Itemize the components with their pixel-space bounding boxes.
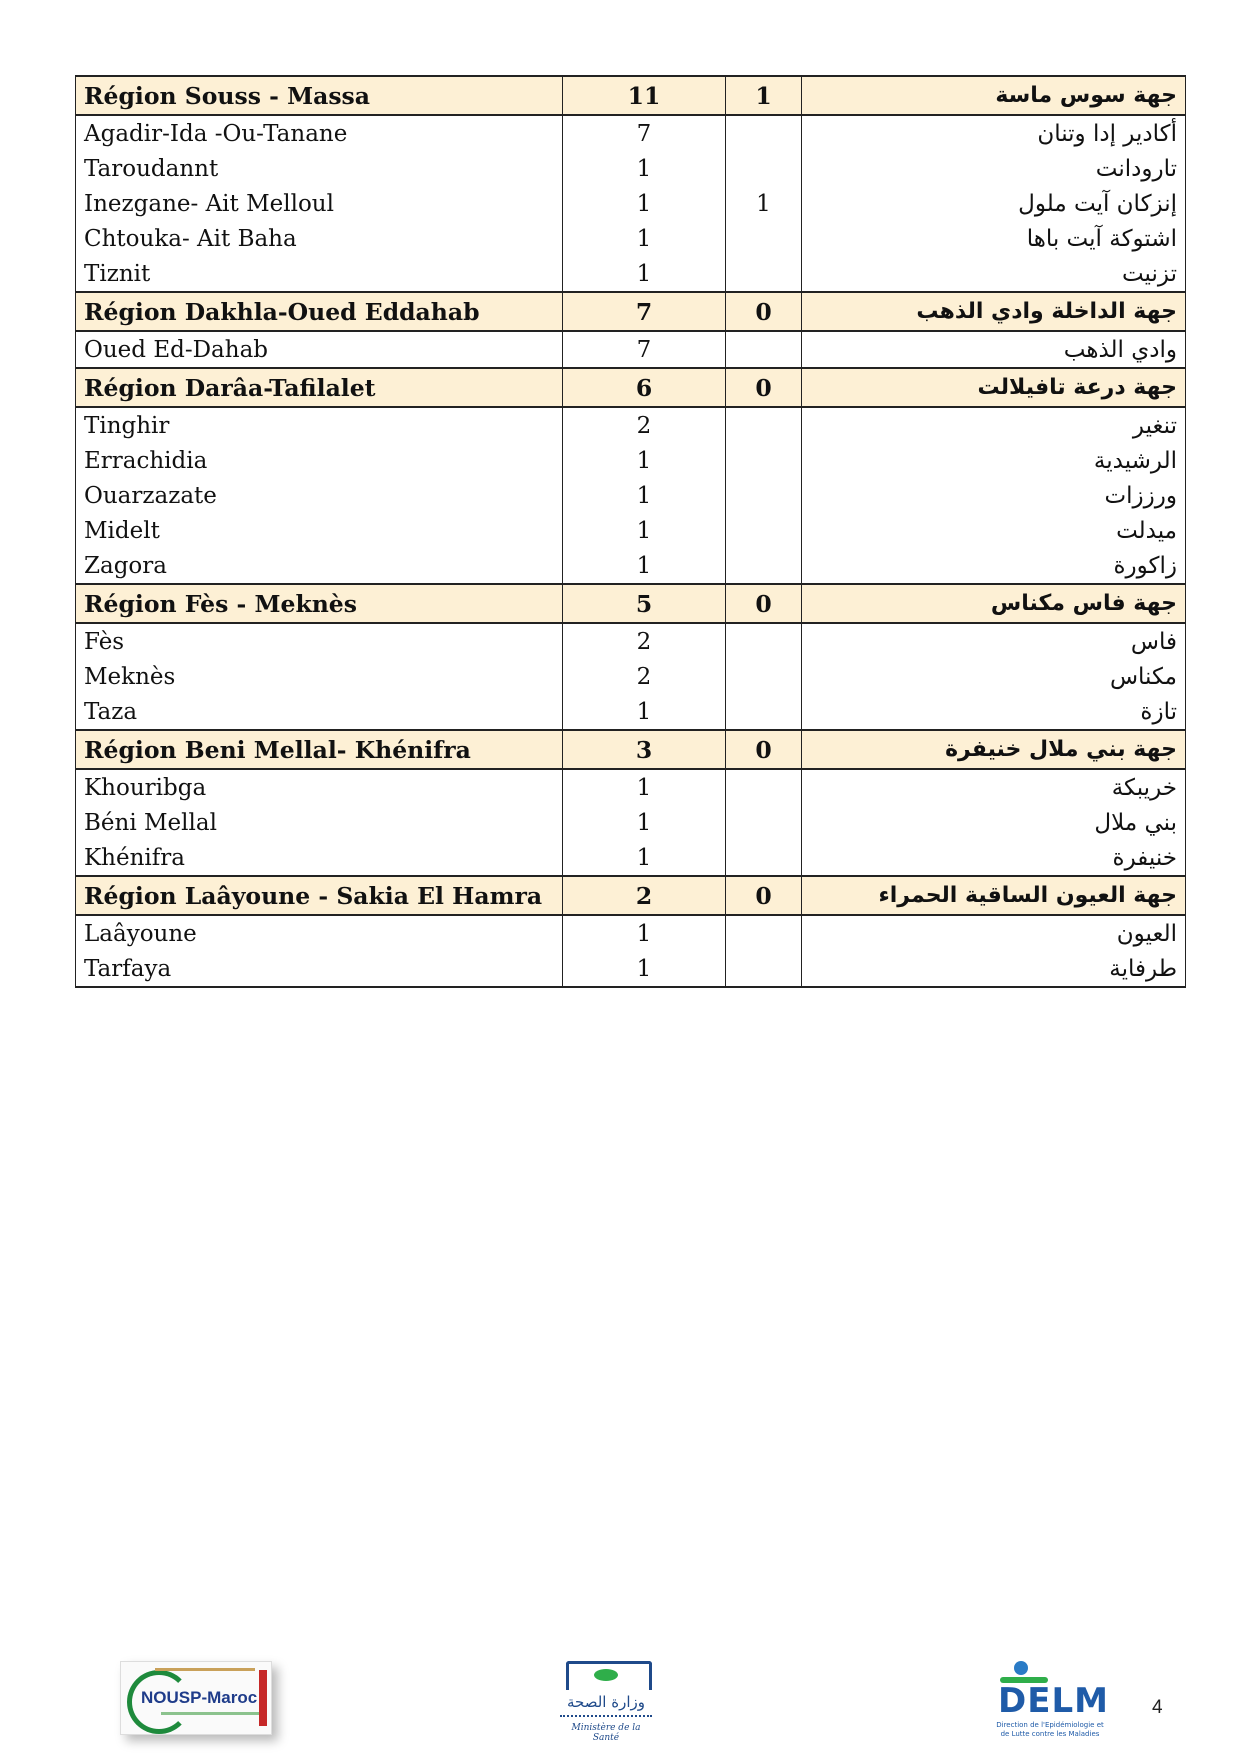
province-new-cases	[726, 659, 802, 694]
province-row	[76, 151, 1186, 186]
province-name-fr: Chtouka- Ait Baha	[76, 221, 563, 256]
province-name-ar: ميدلت	[802, 513, 1186, 548]
province-row	[76, 331, 1186, 368]
province-row	[76, 407, 1186, 443]
province-name-fr: Taza	[76, 694, 563, 730]
region-total-cases: 7	[563, 292, 726, 331]
province-name-ar: تارودانت	[802, 151, 1186, 186]
region-new-cases: 0	[726, 730, 802, 769]
province-new-cases	[726, 443, 802, 478]
ministry-name-fr: Ministère de la Santé	[571, 1723, 641, 1743]
province-new-cases	[726, 840, 802, 876]
region-name-ar: جهة الداخلة وادي الذهب	[802, 292, 1186, 331]
region-name-ar: جهة بني ملال خنيفرة	[802, 730, 1186, 769]
province-cases: 1	[563, 694, 726, 730]
province-name-ar: خريبكة	[802, 769, 1186, 805]
logo-decoration	[259, 1670, 267, 1726]
province-cases: 7	[563, 115, 726, 151]
region-new-cases: 0	[726, 368, 802, 407]
province-name-ar: بني ملال	[802, 805, 1186, 840]
nousp-maroc-logo	[120, 1661, 272, 1735]
region-header-row	[76, 584, 1186, 623]
province-cases: 2	[563, 407, 726, 443]
delm-logo	[986, 1659, 1109, 1745]
province-name-fr: Oued Ed-Dahab	[76, 331, 563, 368]
delm-logo-text: DELM	[998, 1681, 1109, 1721]
region-header-row	[76, 292, 1186, 331]
province-name-ar: فاس	[802, 623, 1186, 659]
region-new-cases: 1	[726, 76, 802, 115]
province-name-fr: Ouarzazate	[76, 478, 563, 513]
province-new-cases	[726, 478, 802, 513]
province-name-ar: تازة	[802, 694, 1186, 730]
province-name-ar: تزنيت	[802, 256, 1186, 292]
province-new-cases	[726, 548, 802, 584]
province-name-ar: وادي الذهب	[802, 331, 1186, 368]
province-cases: 2	[563, 623, 726, 659]
province-cases: 1	[563, 151, 726, 186]
province-name-fr: Khénifra	[76, 840, 563, 876]
province-new-cases	[726, 951, 802, 987]
region-name-fr: Région Dakhla-Oued Eddahab	[76, 292, 563, 331]
province-name-ar: الرشيدية	[802, 443, 1186, 478]
province-row	[76, 659, 1186, 694]
province-cases: 2	[563, 659, 726, 694]
province-new-cases	[726, 407, 802, 443]
province-name-fr: Tarfaya	[76, 951, 563, 987]
region-name-fr: Région Laâyoune - Sakia El Hamra	[76, 876, 563, 915]
province-new-cases	[726, 915, 802, 951]
province-new-cases	[726, 331, 802, 368]
province-row	[76, 443, 1186, 478]
province-new-cases	[726, 221, 802, 256]
ministry-of-health-logo	[558, 1659, 658, 1743]
province-row	[76, 221, 1186, 256]
province-row	[76, 951, 1186, 987]
province-cases: 1	[563, 513, 726, 548]
region-name-ar: جهة العيون الساقية الحمراء	[802, 876, 1186, 915]
province-new-cases	[726, 115, 802, 151]
province-cases: 7	[563, 331, 726, 368]
region-name-ar: جهة فاس مكناس	[802, 584, 1186, 623]
province-cases: 1	[563, 915, 726, 951]
province-new-cases	[726, 256, 802, 292]
province-name-ar: اشتوكة آيت باها	[802, 221, 1186, 256]
province-name-ar: إنزكان آيت ملول	[802, 186, 1186, 221]
page-number: 4	[1152, 1697, 1163, 1718]
delm-logo-subtitle: Direction de l'Epidémiologie et de Lutte contre les Maladies	[996, 1721, 1104, 1738]
logo-decoration	[161, 1712, 261, 1715]
province-name-ar: طرفاية	[802, 951, 1186, 987]
region-name-ar: جهة سوس ماسة	[802, 76, 1186, 115]
province-row	[76, 805, 1186, 840]
province-name-ar: ورززات	[802, 478, 1186, 513]
region-new-cases: 0	[726, 292, 802, 331]
region-header-row	[76, 730, 1186, 769]
province-name-fr: Taroudannt	[76, 151, 563, 186]
province-new-cases	[726, 805, 802, 840]
province-name-fr: Tinghir	[76, 407, 563, 443]
province-cases: 1	[563, 840, 726, 876]
province-row	[76, 915, 1186, 951]
logo-decoration	[155, 1668, 255, 1671]
cases-by-region-table	[75, 75, 1186, 988]
province-name-fr: Tiznit	[76, 256, 563, 292]
region-name-fr: Région Fès - Meknès	[76, 584, 563, 623]
province-cases: 1	[563, 548, 726, 584]
province-name-fr: Meknès	[76, 659, 563, 694]
region-name-fr: Région Souss - Massa	[76, 76, 563, 115]
region-header-row	[76, 368, 1186, 407]
province-row	[76, 840, 1186, 876]
province-name-ar: أكادير إدا وتنان	[802, 115, 1186, 151]
province-row	[76, 694, 1186, 730]
province-cases: 1	[563, 769, 726, 805]
region-total-cases: 2	[563, 876, 726, 915]
province-new-cases	[726, 513, 802, 548]
province-name-fr: Béni Mellal	[76, 805, 563, 840]
ministry-emblem-dot	[594, 1669, 618, 1681]
delm-figure-icon	[1014, 1661, 1028, 1675]
province-name-fr: Errachidia	[76, 443, 563, 478]
region-new-cases: 0	[726, 876, 802, 915]
province-row	[76, 256, 1186, 292]
region-total-cases: 3	[563, 730, 726, 769]
province-new-cases	[726, 623, 802, 659]
province-name-fr: Inezgane- Ait Melloul	[76, 186, 563, 221]
province-name-fr: Midelt	[76, 513, 563, 548]
page-footer	[0, 1655, 1241, 1755]
province-name-fr: Fès	[76, 623, 563, 659]
province-name-fr: Zagora	[76, 548, 563, 584]
province-name-fr: Agadir-Ida -Ou-Tanane	[76, 115, 563, 151]
province-name-ar: زاكورة	[802, 548, 1186, 584]
province-name-ar: مكناس	[802, 659, 1186, 694]
province-row	[76, 769, 1186, 805]
province-new-cases	[726, 151, 802, 186]
region-header-row	[76, 876, 1186, 915]
province-new-cases	[726, 769, 802, 805]
region-total-cases: 11	[563, 76, 726, 115]
province-new-cases: 1	[726, 186, 802, 221]
region-new-cases: 0	[726, 584, 802, 623]
province-cases: 1	[563, 478, 726, 513]
province-name-ar: تنغير	[802, 407, 1186, 443]
region-name-fr: Région Beni Mellal- Khénifra	[76, 730, 563, 769]
province-row	[76, 623, 1186, 659]
region-total-cases: 6	[563, 368, 726, 407]
province-row	[76, 186, 1186, 221]
province-cases: 1	[563, 951, 726, 987]
region-header-row	[76, 76, 1186, 115]
province-name-ar: العيون	[802, 915, 1186, 951]
province-cases: 1	[563, 221, 726, 256]
ministry-tifinagh-line	[560, 1715, 652, 1720]
province-name-fr: Khouribga	[76, 769, 563, 805]
province-cases: 1	[563, 256, 726, 292]
province-cases: 1	[563, 805, 726, 840]
ministry-name-ar: وزارة الصحة	[567, 1693, 645, 1711]
province-row	[76, 115, 1186, 151]
province-name-fr: Laâyoune	[76, 915, 563, 951]
region-total-cases: 5	[563, 584, 726, 623]
province-new-cases	[726, 694, 802, 730]
province-row	[76, 478, 1186, 513]
province-row	[76, 513, 1186, 548]
nousp-logo-text: NOUSP-Maroc	[141, 1688, 258, 1707]
region-name-ar: جهة درعة تافيلالت	[802, 368, 1186, 407]
province-name-ar: خنيفرة	[802, 840, 1186, 876]
province-cases: 1	[563, 186, 726, 221]
table-body	[76, 76, 1186, 987]
province-cases: 1	[563, 443, 726, 478]
province-row	[76, 548, 1186, 584]
region-name-fr: Région Darâa-Tafilalet	[76, 368, 563, 407]
